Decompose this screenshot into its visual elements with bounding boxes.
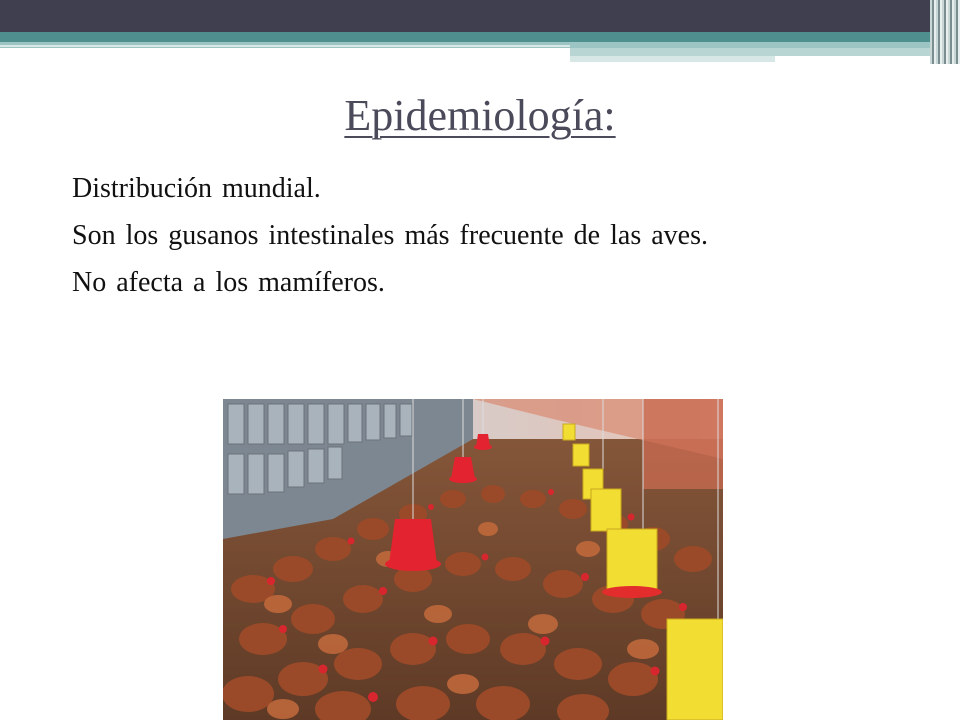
header-stripes [930, 0, 960, 64]
header-accent-line [0, 45, 570, 47]
chickens-in-poultry-house-icon [223, 399, 723, 720]
bullet-list [72, 165, 708, 306]
bullet-line: No afecta a los mamíferos. [72, 267, 385, 298]
header-accent-tab-light [570, 56, 775, 62]
header-bar [0, 0, 960, 32]
header-accent-tab [570, 48, 960, 56]
bullet-line: Son los gusanos intestinales más frecuente de las aves. [72, 220, 708, 251]
slide-title: Epidemiología: [344, 91, 616, 140]
poultry-photo [223, 399, 723, 720]
header-accent-band [0, 32, 960, 42]
bullet-line: Distribución mundial. [72, 173, 321, 204]
